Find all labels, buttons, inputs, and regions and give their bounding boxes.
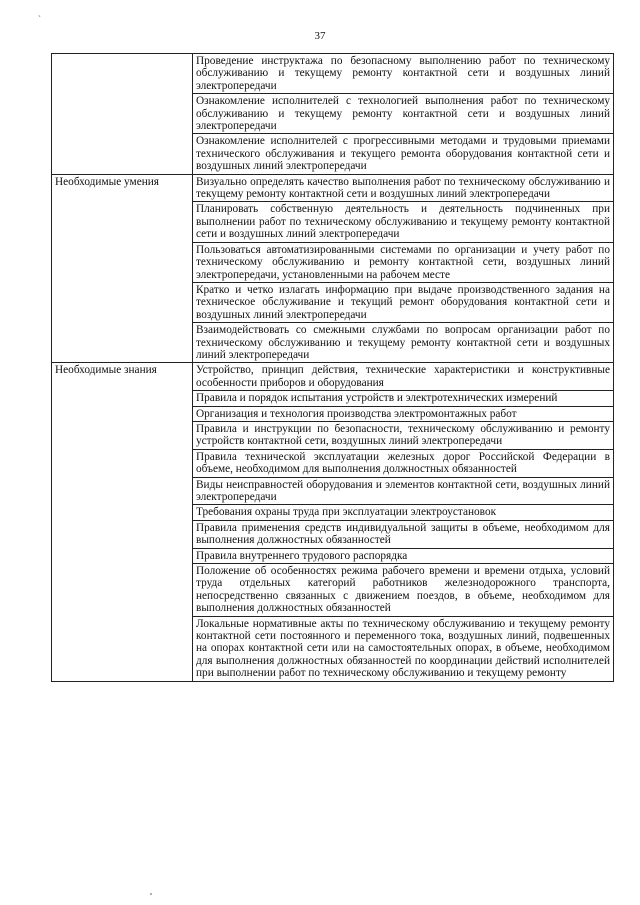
- requirements-table: [51, 53, 614, 682]
- section-knowledge-item: Виды неисправностей оборудования и элементов контактной сети, воздушных линий электропередачи: [193, 477, 614, 505]
- section-skills-row: [52, 174, 614, 202]
- section-knowledge-item: Положение об особенностях режима рабочего времени и времени отдыха, условий труда отдельных категорий работников железнодорожного транспорта, непосредственно связанных с движением поездов, в объеме, необходимом для выполнения должностных обязанностей: [193, 564, 614, 617]
- section-knowledge-item: Правила внутреннего трудового распорядка: [193, 548, 614, 563]
- section-skills-item: Взаимодействовать со смежными службами по вопросам организации работ по техническому обслуживанию и текущему ремонту контактной сети и воздушных линий электропередачи: [193, 323, 614, 363]
- section-skills-label: Необходимые умения: [52, 174, 193, 363]
- section-continuation-item: Ознакомление исполнителей с технологией выполнения работ по техническому обслуживанию и текущему ремонту контактной сети и воздушных линий электропередачи: [193, 94, 614, 134]
- requirements-table-body: [52, 54, 614, 682]
- section-knowledge-item: Правила применения средств индивидуальной защиты в объеме, необходимом для выполнения должностных обязанностей: [193, 520, 614, 548]
- section-knowledge-item: Правила и инструкции по безопасности, техническому обслуживанию и ремонту устройств контактной сети, воздушных линий электропередачи: [193, 421, 614, 449]
- section-knowledge-label: Необходимые знания: [52, 363, 193, 681]
- section-continuation-label: [52, 54, 193, 175]
- scan-mark: `: [38, 14, 41, 24]
- section-knowledge-row: [52, 363, 614, 391]
- section-skills-item: Визуально определять качество выполнения работ по техническому обслуживанию и текущему ремонту контактной сети и воздушных линий электропередачи: [193, 174, 614, 202]
- section-continuation-item: Ознакомление исполнителей с прогрессивными методами и трудовыми приемами технического обслуживания и текущего ремонта оборудования контактной сети и воздушных линий электропередачи: [193, 134, 614, 174]
- page-number: 37: [314, 30, 326, 42]
- section-knowledge-item: Организация и технология производства электромонтажных работ: [193, 406, 614, 421]
- section-continuation-row: [52, 54, 614, 94]
- section-knowledge-item: Правила и порядок испытания устройств и электротехнических измерений: [193, 391, 614, 406]
- scan-speck: [150, 893, 152, 895]
- section-continuation-item: Проведение инструктажа по безопасному выполнению работ по техническому обслуживанию и текущему ремонту контактной сети и воздушных линий электропередачи: [193, 54, 614, 94]
- section-knowledge-item: Правила технической эксплуатации железных дорог Российской Федерации в объеме, необходимом для выполнения должностных обязанностей: [193, 449, 614, 477]
- section-knowledge-item: Требования охраны труда при эксплуатации электроустановок: [193, 505, 614, 520]
- section-skills-item: Планировать собственную деятельность и деятельность подчиненных при выполнении работ по техническому обслуживанию и текущему ремонту контактной сети и воздушных линий электропередачи: [193, 202, 614, 242]
- section-knowledge-item: Устройство, принцип действия, технические характеристики и конструктивные особенности приборов и оборудования: [193, 363, 614, 391]
- section-skills-item: Пользоваться автоматизированными системами по организации и учету работ по техническому обслуживанию и ремонту контактной сети, воздушных линий электропередачи, установленными на рабочем месте: [193, 242, 614, 282]
- section-skills-item: Кратко и четко излагать информацию при выдаче производственного задания на техническое обслуживание и текущий ремонт оборудования контактной сети и воздушных линий электропередачи: [193, 282, 614, 322]
- section-knowledge-item: Локальные нормативные акты по техническому обслуживанию и текущему ремонту контактной сети постоянного и переменного тока, воздушных линий, подвешенных на опорах контактной сети или на самостоятельных опорах, в объеме, необходимом для выполнения должностных обязанностей по координации действий исполнителей при выполнении работ по техническому обслуживанию и текущему ремонту: [193, 616, 614, 681]
